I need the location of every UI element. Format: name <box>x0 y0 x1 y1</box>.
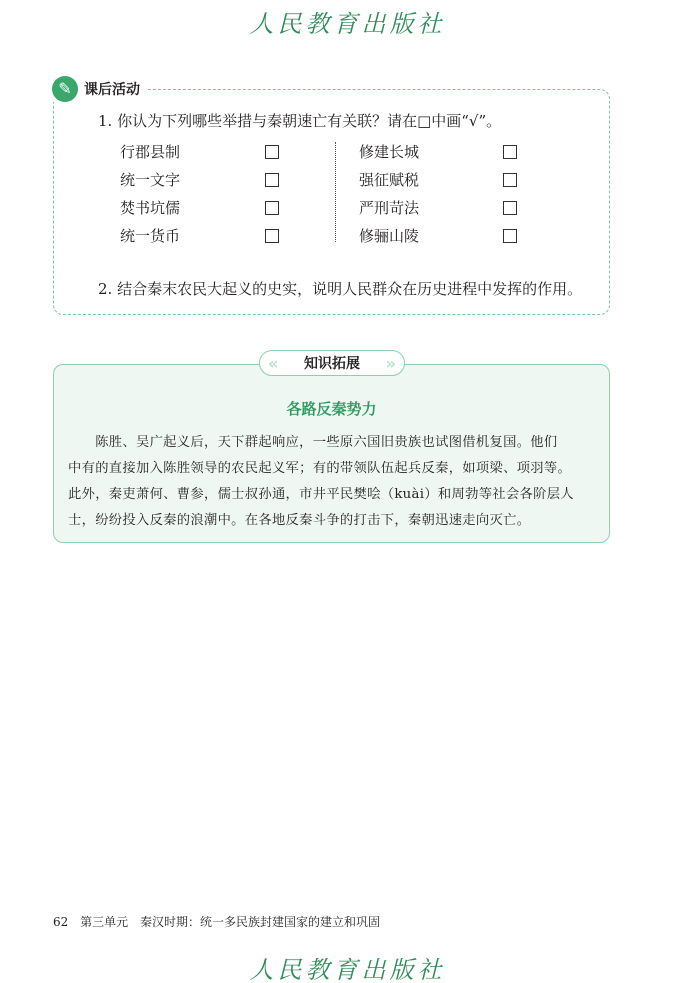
option-label: 统一货币 <box>120 227 181 245</box>
double-chevron-right-icon: » <box>385 353 396 373</box>
page-footer <box>53 913 388 930</box>
paragraph-line: 中有的直接加入陈胜领导的农民起义军；有的带领队伍起兵反秦，如项梁、项羽等。 <box>68 461 572 476</box>
unit-title: 秦汉时期：统一多民族封建国家的建立和巩固 <box>139 915 380 929</box>
pencil-icon: ✎ <box>52 76 78 102</box>
option-label: 行郡县制 <box>120 143 181 161</box>
checkbox[interactable] <box>503 173 517 187</box>
paragraph-line: 陈胜、吴广起义后，天下群起响应，一些原六国旧贵族也试图借机复国。他们 <box>68 435 558 450</box>
option-label: 强征赋税 <box>359 171 420 189</box>
checkbox[interactable] <box>265 145 279 159</box>
extension-label: 知识拓展 <box>304 356 360 372</box>
checkbox[interactable] <box>503 229 517 243</box>
publisher-watermark-bottom: 人民教育出版社 <box>249 956 446 983</box>
double-chevron-left-icon: « <box>268 353 279 373</box>
unit-label: 第三单元 <box>80 915 129 929</box>
paragraph-line: 此外，秦吏萧何、曹参，儒士叔孙通，市井平民樊哙（kuài）和周勃等社会各阶层人 <box>68 487 574 502</box>
option-label: 焚书坑儒 <box>120 199 181 217</box>
option-label: 修骊山陵 <box>359 227 420 245</box>
question-1: 1. 你认为下列哪些举措与秦朝速亡有关联？请在□中画“√”。 <box>98 112 502 130</box>
option-label: 严刑苛法 <box>359 199 420 217</box>
extension-tab <box>259 350 405 376</box>
question-2: 2. 结合秦末农民大起义的史实，说明人民群众在历史进程中发挥的作用。 <box>98 280 583 298</box>
activity-title: 课后活动 <box>84 82 140 98</box>
checkbox[interactable] <box>503 201 517 215</box>
checkbox[interactable] <box>265 201 279 215</box>
checkbox[interactable] <box>265 229 279 243</box>
checkbox[interactable] <box>503 145 517 159</box>
option-label: 修建长城 <box>359 143 420 161</box>
option-label: 统一文字 <box>120 171 181 189</box>
paragraph-line: 士，纷纷投入反秦的浪潮中。在各地反秦斗争的打击下，秦朝迅速走向灭亡。 <box>68 513 531 528</box>
extension-title: 各路反秦势力 <box>286 400 377 418</box>
column-divider <box>335 142 336 242</box>
activity-header <box>53 76 148 102</box>
publisher-watermark-top: 人民教育出版社 <box>249 10 446 38</box>
page-number: 62 <box>53 915 69 929</box>
checkbox[interactable] <box>265 173 279 187</box>
